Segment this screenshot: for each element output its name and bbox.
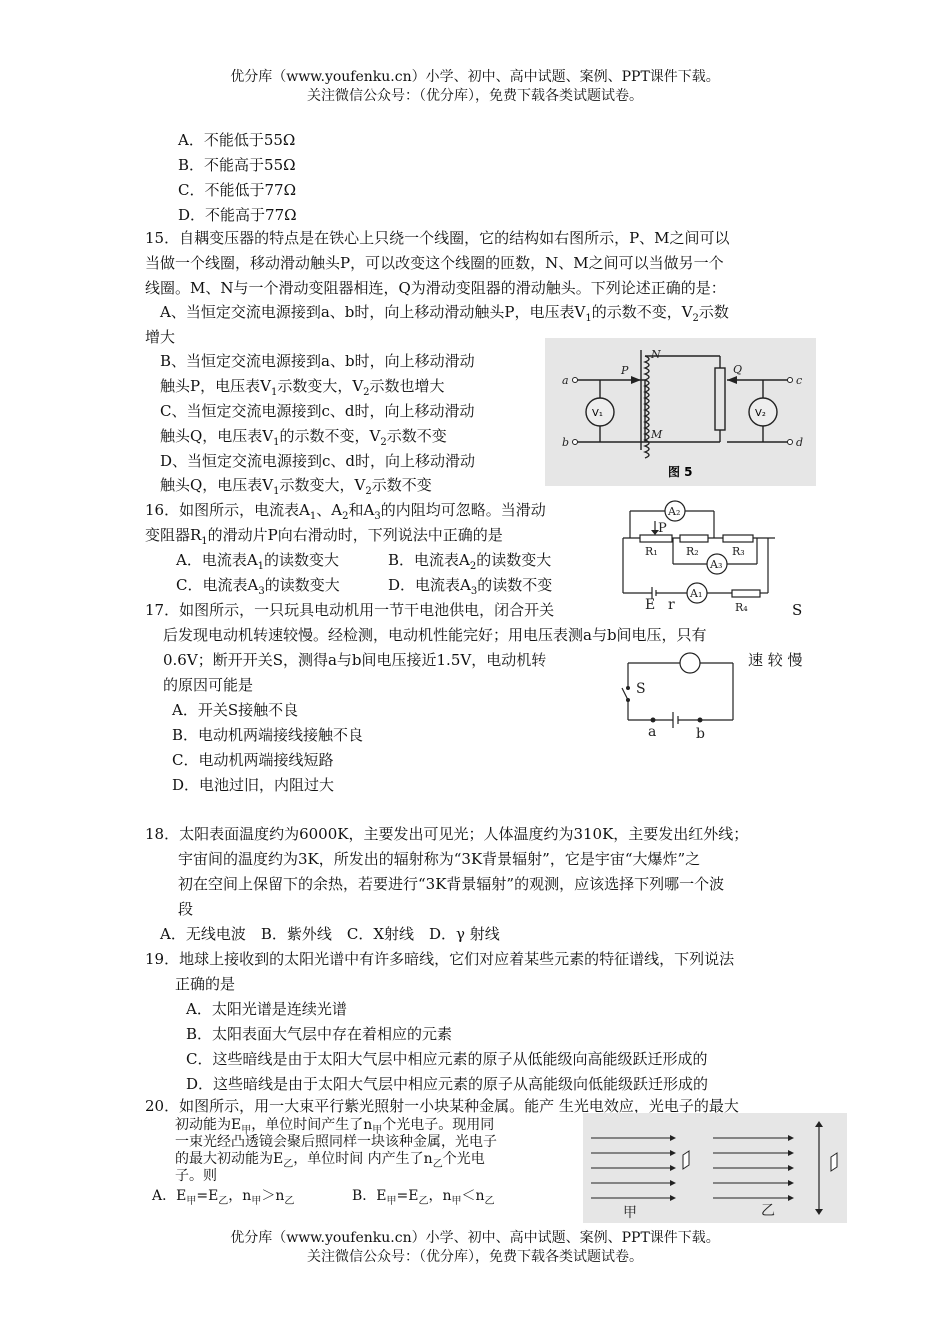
- q16-circuit-figure: [615, 496, 775, 616]
- fig-label-a: a: [562, 374, 569, 387]
- q16-option-c: C．电流表$A_3$的读数变大: [176, 576, 340, 597]
- q15-line-2: 当做一个线圈，移动滑动触头P，可以改变这个线圈的匝数，N、M之间可以当做另一个: [145, 254, 724, 272]
- q18-line-2: 宇宙间的温度约为3K，所发出的辐射称为“3K背景辐射”，它是宇宙“大爆炸”之: [178, 850, 701, 868]
- q16-fig-a2: A₂: [668, 505, 681, 518]
- v2-meter-label: V₂: [755, 408, 766, 419]
- q17-option-a: A．开关S接触不良: [172, 701, 299, 719]
- q20-fig-yi: 乙: [761, 1203, 775, 1219]
- q17-option-c: C．电动机两端接线短路: [172, 751, 334, 769]
- q17-fig-s: S: [636, 681, 646, 697]
- q15-option-a: A、当恒定交流电源接到a、b时，向上移动滑动触头P，电压表$V_1$的示数不变，$V_2$示数: [160, 303, 729, 324]
- fig-label-d: d: [796, 436, 804, 449]
- q20-line-1: 20．如图所示，用一大束平行紫光照射一小块某种金属。能产 生光电效应，光电子的最大: [145, 1097, 739, 1115]
- q15-option-b: B、当恒定交流电源接到a、b时，向上移动滑动: [160, 352, 475, 370]
- q17-line-2: 后发现电动机转速较慢。经检测，电动机性能完好；用电压表测a与b间电压，只有: [163, 626, 707, 644]
- fig-label-p: P: [621, 364, 629, 377]
- q14-option-c: C．不能低于77Ω: [178, 181, 297, 199]
- q16-fig-e: E: [645, 597, 656, 613]
- q17-option-b: B．电动机两端接线接触不良: [172, 726, 364, 744]
- q18-line-1: 18．太阳表面温度约为6000K，主要发出可见光；人体温度约为310K，主要发出红外线；: [145, 825, 749, 843]
- q20-option-b: B．$E_甲=E_乙$，$n_甲<n_乙$: [352, 1188, 495, 1207]
- q17-line-3: 0.6V；断开开关S，测得a与b间电压接近1.5V，电动机转: [163, 651, 547, 669]
- q15-option-b-cont: 触头P，电压表$V_1$示数变大，$V_2$示数也增大: [160, 377, 445, 398]
- header-line-2: 关注微信公众号：（优分库），免费下载各类试题试卷。: [307, 88, 643, 104]
- q15-line-1: 15．自耦变压器的特点是在铁心上只绕一个线圈，它的结构如右图所示，P、M之间可以: [145, 229, 730, 247]
- q16-option-a: A．电流表$A_1$的读数变大: [176, 551, 340, 572]
- q14-option-d: D．不能高于77Ω: [178, 206, 297, 224]
- q17-line-1: 17．如图所示，一只玩具电动机用一节干电池供电，闭合开关: [145, 601, 555, 619]
- q17-line-4: 的原因可能是: [163, 676, 254, 694]
- q16-fig-p: P: [658, 521, 667, 536]
- footer-line-2: 关注微信公众号：（优分库），免费下载各类试题试卷。: [307, 1249, 643, 1265]
- q16-option-d: D．电流表$A_3$的读数不变: [388, 576, 553, 597]
- header-line-1: 优分库（www.youfenku.cn）小学、初中、高中试题、案例、PPT课件下载。: [230, 69, 720, 85]
- q16-fig-r2: R₂: [686, 545, 699, 558]
- q19-option-b: B．太阳表面大气层中存在着相应的元素: [186, 1025, 453, 1043]
- q16-option-b: B．电流表$A_2$的读数变大: [388, 551, 552, 572]
- q16-line-1: 16．如图所示，电流表$A_1$、$A_2$和$A_3$的内阻均可忽略。当滑动: [145, 501, 546, 522]
- q16-fig-r1: R₁: [645, 545, 658, 558]
- q19-line-2: 正确的是: [175, 975, 236, 993]
- figure-caption: 图 5: [668, 465, 693, 479]
- q18-line-3: 初在空间上保留下的余热，若要进行“3K背景辐射”的观测，应该选择下列哪一个波: [178, 875, 725, 893]
- q16-fig-a1: A₁: [690, 587, 703, 600]
- q15-option-d: D、当恒定交流电源接到c、d时，向上移动滑动: [160, 452, 476, 470]
- q20-light-figure: [583, 1113, 847, 1223]
- q15-option-c: C、当恒定交流电源接到c、d时，向上移动滑动: [160, 402, 475, 420]
- fig-label-m: M: [651, 428, 663, 441]
- q20-line-5: 子。则: [175, 1168, 217, 1184]
- q17-fig-b: b: [696, 726, 705, 742]
- q20-option-a: A．$E_甲=E_乙$，$n_甲>n_乙$: [152, 1188, 295, 1207]
- q19-option-c: C．这些暗线是由于太阳大气层中相应元素的原子从低能级向高能级跃迁形成的: [186, 1050, 708, 1068]
- fig-label-c: c: [796, 374, 803, 387]
- q15-option-c-cont: 触头Q，电压表$V_1$的示数不变，$V_2$示数不变: [160, 427, 447, 448]
- q19-option-a: A．太阳光谱是连续光谱: [186, 1000, 347, 1018]
- fig-label-q: Q: [733, 363, 743, 376]
- q17-fig-a: a: [648, 724, 657, 740]
- q15-line-3: 线圈。M、N与一个滑动变阻器相连，Q为滑动变阻器的滑动触头。下列论述正确的是：: [145, 279, 726, 297]
- fig-label-n: N: [651, 348, 661, 361]
- q15-transformer-figure: [545, 338, 816, 486]
- q16-fig-r3: R₃: [732, 545, 745, 558]
- q18-options: A．无线电波 B．紫外线 C．X射线 D．γ 射线: [160, 925, 500, 943]
- q17-motor-circuit-figure: [618, 648, 740, 744]
- q14-option-a: A．不能低于55Ω: [178, 131, 296, 149]
- q20-line-4: 的最大初动能为$E_乙$，单位时间 内产生了$n_乙$个光电: [175, 1151, 485, 1170]
- q20-line-3: 一束光经凸透镜会聚后照同样一块该种金属，光电子: [175, 1134, 497, 1150]
- q18-line-4: 段: [178, 900, 194, 918]
- q17-line-3-right: 速 较 慢: [748, 651, 803, 669]
- q16-fig-a3: A₃: [710, 558, 723, 571]
- q16-fig-r: r: [668, 597, 675, 613]
- q17-line-1-s: S: [792, 601, 803, 619]
- footer-line-1: 优分库（www.youfenku.cn）小学、初中、高中试题、案例、PPT课件下载。: [230, 1230, 720, 1246]
- q15-option-a-cont: 增大: [145, 328, 176, 346]
- q16-fig-r4: R₄: [735, 601, 748, 614]
- q20-line-2: 初动能为$E_甲$，单位时间产生了$n_甲$个光电子。现用同: [175, 1117, 495, 1136]
- q16-line-2: 变阻器$R_1$的滑动片P向右滑动时，下列说法中正确的是: [145, 526, 503, 547]
- q20-fig-jia: 甲: [623, 1205, 637, 1221]
- v1-meter-label: V₁: [592, 408, 603, 419]
- q19-line-1: 19．地球上接收到的太阳光谱中有许多暗线，它们对应着某些元素的特征谱线，下列说法: [145, 950, 735, 968]
- q17-option-d: D．电池过旧，内阻过大: [172, 776, 335, 794]
- q15-option-d-cont: 触头Q，电压表$V_1$示数变大，$V_2$示数不变: [160, 476, 432, 497]
- q14-option-b: B．不能高于55Ω: [178, 156, 296, 174]
- fig-label-b: b: [562, 436, 570, 449]
- q19-option-d: D．这些暗线是由于太阳大气层中相应元素的原子从高能级向低能级跃迁形成的: [186, 1075, 709, 1093]
